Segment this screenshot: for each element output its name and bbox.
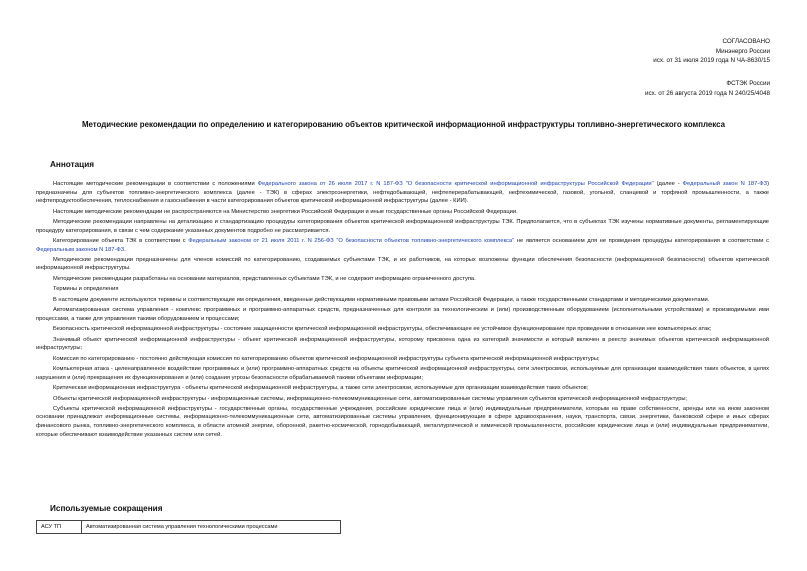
definition-paragraph: Субъекты критической информационной инфраструктуры - государственные органы, государственные учреждения, российские юридические лица и (или) индивидуальные предприниматели, которым на праве собственности, аренды или на ином законном основании принадлежат информационные системы, информационно-телекоммуникационные сети, автоматизированные системы управления, функционирующие в сфере здравоохранения, науки, транспорта, связи, энергетики, банковской сфере и иных сферах финансового рынка, топливно-энергетического комплекса, в области атомной энергии, оборонной, ракетно-космической, горнодобывающей, металлургической и химической промышленности, российские юридические лица и (или) индивидуальные предприниматели, которые обеспечивают взаимодействие указанных систем или сетей. — [36, 405, 769, 438]
document-title: Методические рекомендации по определению и категорированию объектов критической информационной инфраструктуры топливно-энергетического комплекса — [81, 120, 726, 129]
subheading-terms: Термины и определения — [53, 286, 119, 293]
definition-paragraph: Компьютерная атака - целенаправленное воздействие программных и (или) программно-аппаратных средств на объекты критической информационной инфраструктуры, сети электросвязи, используемые для организации взаимодействия таких объектов, в целях нарушения и (или) прекращения их функционирования и (или) создания угрозы безопасности обрабатываемой такими объектами информации; — [36, 366, 769, 381]
definition-paragraph: Объекты критической информационной инфраструктуры - информационные системы, информационно-телекоммуникационные сети, автоматизированные системы управления субъектов критической информационной инфраструктуры; — [53, 395, 688, 402]
annotation-heading: Аннотация — [50, 160, 95, 169]
approval-line: исх. от 26 августа 2019 года N 240/25/4048 — [644, 89, 770, 97]
text: Настоящие методические рекомендации в соответствии с положениями — [53, 181, 258, 187]
text: ) предназначены для субъектов топливно-энергетического комплекса (далее - ТЭК) в сферах электроэнергетики, нефтедобывающей, нефтеперерабатывающей, нефтехимической, газовой, угольной, сланцевой и торфяной промышленности, а также нефтепродуктообеспечения, теплоснабжения и газоснабжения в части категорирования объектов критической информационной инфраструктуры (далее - КИИ). — [36, 181, 770, 205]
text: . — [124, 246, 126, 253]
paragraph — [36, 237, 769, 254]
text: Категорирование объекта ТЭК в соответствии с — [53, 237, 189, 244]
abbreviations-table — [36, 520, 341, 534]
definition-paragraph: Комиссия по категорированию - постоянно действующая комиссия по категорированию объектов критической информационной инфраструктуры субъекта критической информационной инфраструктуры; — [53, 355, 600, 362]
definition-paragraph: Автоматизированная система управления - комплекс программных и программно-аппаратных средств, предназначенных для контроля за технологическим и (или) производственным оборудованием (исполнительными устройствами) и производимыми ими процессами, а также для управления такими оборудованием и процессами; — [36, 307, 769, 322]
definition-paragraph: Значимый объект критической информационной инфраструктуры - объект критической информационной инфраструктуры, которому присвоена одна из категорий значимости и который включен в реестр значимых объектов критической информационной инфраструктуры; — [36, 336, 769, 352]
law-link-187fz-short[interactable]: Федеральный закон N 187-ФЗ — [682, 181, 768, 187]
approval-line: СОГЛАСОВАНО — [722, 38, 770, 45]
paragraph — [36, 180, 769, 206]
paragraph: Методические рекомендации направлены на детализацию и стандартизацию процедуры категорирования объектов критической информационной инфраструктуры ТЭК. Предполагается, что в субъектах ТЭК изучены нормативные документы, регламентирующие процедуру категорирования, в связи с чем содержание указанных документов подробно не рассматривается. — [36, 218, 769, 234]
annotation-body — [36, 180, 769, 441]
approval-line: Минэнерго России — [715, 47, 770, 55]
table-row — [37, 521, 341, 534]
paragraph: Настоящие методические рекомендации не распространяются на Министерство энергетики Российской Федерации и иные государственные органы Российской Федерации. — [53, 208, 518, 215]
law-link-187fz[interactable]: Федерального закона от 26 июля 2017 г. N 187-ФЗ "О безопасности критической информационной инфраструктуры Российской Федерации" — [257, 181, 654, 187]
abbreviation-cell: АСУ ТП — [37, 521, 82, 534]
approval-line: ФСТЭК России — [726, 80, 770, 87]
text: (далее - — [653, 181, 683, 187]
definition-paragraph: Критическая информационная инфраструктура - объекты критической информационной инфраструктуры, а также сети электросвязи, используемые для организации взаимодействия таких объектов; — [53, 385, 589, 392]
paragraph: В настоящем документе используются термины и соответствующие им определения, введенные действующими нормативными правовыми актами Российской Федерации, а также государственными стандартами и методическими документами. — [53, 296, 710, 303]
approval-block-minenergo — [653, 37, 770, 66]
paragraph: Методические рекомендации разработаны на основании материалов, представленных субъектами ТЭК, и не содержит информацию ограниченного доступа. — [53, 275, 476, 282]
approval-block-fstek — [645, 79, 770, 98]
definition-paragraph: Безопасность критической информационной инфраструктуры - состояние защищенности критической информационной инфраструктуры, обеспечивающее ее устойчивое функционирование при проведении в отношении нее компьютерных атак; — [53, 326, 712, 333]
paragraph: Методические рекомендации предназначены для членов комиссий по категорированию, создаваемых субъектами ТЭК, и их работников, на которых возложены функции обеспечения безопасности (информационной безопасности) объектов критической информационной инфраструктуры. — [36, 256, 769, 272]
law-link-256fz[interactable]: Федеральным законом от 21 июля 2011 г. N 256-ФЗ "О безопасности объектов топливно-энергетического комплекса" — [188, 237, 515, 244]
approval-line: исх. от 31 июля 2019 года N ЧА-8630/15 — [653, 57, 770, 65]
law-link-187fz-short[interactable]: Федеральным законом N 187-ФЗ — [36, 246, 125, 253]
text: не является основанием для не проведения процедуры категорирования в соответствии с — [514, 237, 769, 244]
abbreviations-heading: Используемые сокращения — [50, 504, 163, 513]
expansion-cell: Автоматизированная система управления технологическими процессами — [82, 521, 341, 534]
